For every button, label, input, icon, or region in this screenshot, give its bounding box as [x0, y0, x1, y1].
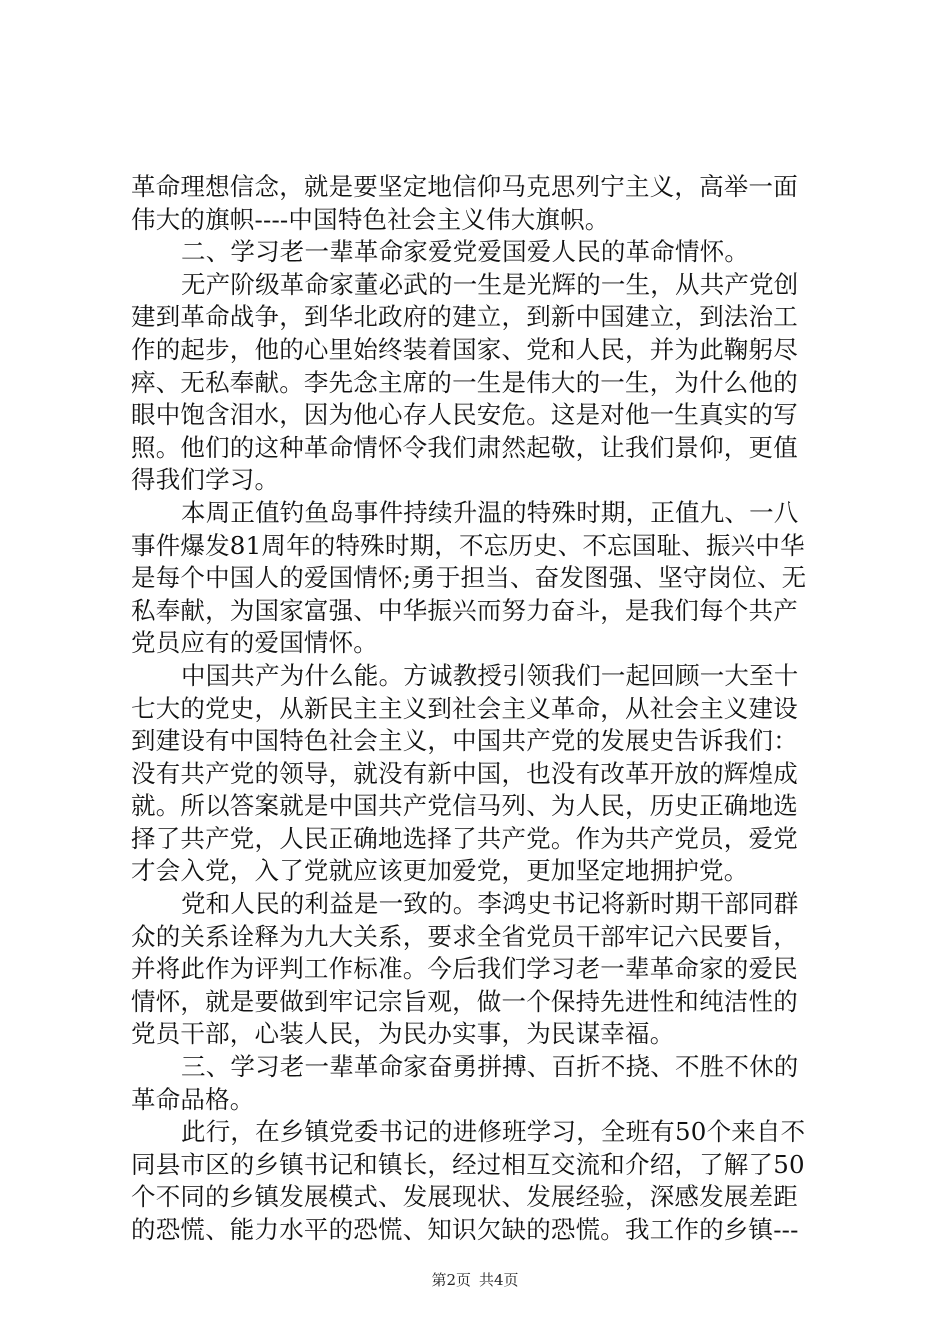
text-line: 到建设有中国特色社会主义，中国共产党的发展史告诉我们：	[131, 726, 798, 756]
document-body	[131, 171, 831, 1247]
text-line: 得我们学习。	[131, 465, 280, 495]
text-line: 择了共产党，人民正确地选择了共产党。作为共产党员，爱党	[131, 823, 798, 853]
text-line: 革命品格。	[131, 1084, 255, 1114]
text-line: 才会入党，入了党就应该更加爱党，更加坚定地拥护党。	[131, 856, 749, 886]
text-line: 二、学习老一辈革命家爱党爱国爱人民的革命情怀。	[181, 237, 750, 267]
text-line: 个不同的乡镇发展模式、发展现状、发展经验，深感发展差距	[131, 1182, 798, 1212]
text-line: 伟大的旗帜----中国特色社会主义伟大旗帜。	[131, 204, 610, 234]
text-line: 没有共产党的领导，就没有新中国，也没有改革开放的辉煌成	[131, 758, 798, 788]
page-footer	[0, 1270, 950, 1290]
text-line: 此行，在乡镇党委书记的进修班学习，全班有50个来自不	[181, 1117, 806, 1147]
text-line: 私奉献，为国家富强、中华振兴而努力奋斗，是我们每个共产	[131, 595, 798, 625]
text-line: 情怀，就是要做到牢记宗旨观，做一个保持先进性和纯洁性的	[131, 986, 798, 1016]
text-line: 中国共产为什么能。方诚教授引领我们一起回顾一大至十	[181, 660, 799, 690]
text-line: 党员应有的爱国情怀。	[131, 628, 378, 658]
text-line: 七大的党史，从新民主主义到社会主义革命，从社会主义建设	[131, 693, 798, 723]
text-line: 无产阶级革命家董必武的一生是光辉的一生，从共产党创	[181, 269, 799, 299]
text-line: 的恐慌、能力水平的恐慌、知识欠缺的恐慌。我工作的乡镇---	[131, 1215, 799, 1244]
text-line: 事件爆发81周年的特殊时期，不忘历史、不忘国耻、振兴中华	[131, 530, 805, 560]
text-line: 同县市区的乡镇书记和镇长，经过相互交流和介绍，了解了50	[131, 1149, 805, 1179]
text-line: 瘁、无私奉献。李先念主席的一生是伟大的一生，为什么他的	[131, 367, 798, 397]
text-line: 三、学习老一辈革命家奋勇拼搏、百折不挠、不胜不休的	[181, 1052, 799, 1082]
page-number: 第2页	[431, 1271, 471, 1289]
text-line: 众的关系诠释为九大关系，要求全省党员干部牢记六民要旨，	[131, 921, 798, 951]
text-line: 革命理想信念，就是要坚定地信仰马克思列宁主义，高举一面	[131, 172, 798, 201]
text-line: 就。所以答案就是中国共产党信马列、为人民，历史正确地选	[131, 791, 798, 821]
text-line: 本周正值钓鱼岛事件持续升温的特殊时期，正值九、一八	[181, 497, 799, 527]
text-line: 并将此作为评判工作标准。今后我们学习老一辈革命家的爱民	[131, 954, 798, 984]
text-line: 党员干部，心装人民，为民办实事，为民谋幸福。	[131, 1019, 675, 1049]
text-line: 作的起步，他的心里始终装着国家、党和人民，并为此鞠躬尽	[131, 334, 798, 364]
text-line: 建到革命战争，到华北政府的建立，到新中国建立，到法治工	[131, 302, 798, 332]
text-line: 照。他们的这种革命情怀令我们肃然起敬，让我们景仰，更值	[131, 432, 798, 462]
text-line: 党和人民的利益是一致的。李鸿史书记将新时期干部同群	[181, 889, 799, 919]
text-line: 眼中饱含泪水，因为他心存人民安危。这是对他一生真实的写	[131, 400, 798, 430]
page-total: 共4页	[479, 1271, 519, 1289]
text-line: 是每个中国人的爱国情怀;勇于担当、奋发图强、坚守岗位、无	[131, 563, 807, 593]
